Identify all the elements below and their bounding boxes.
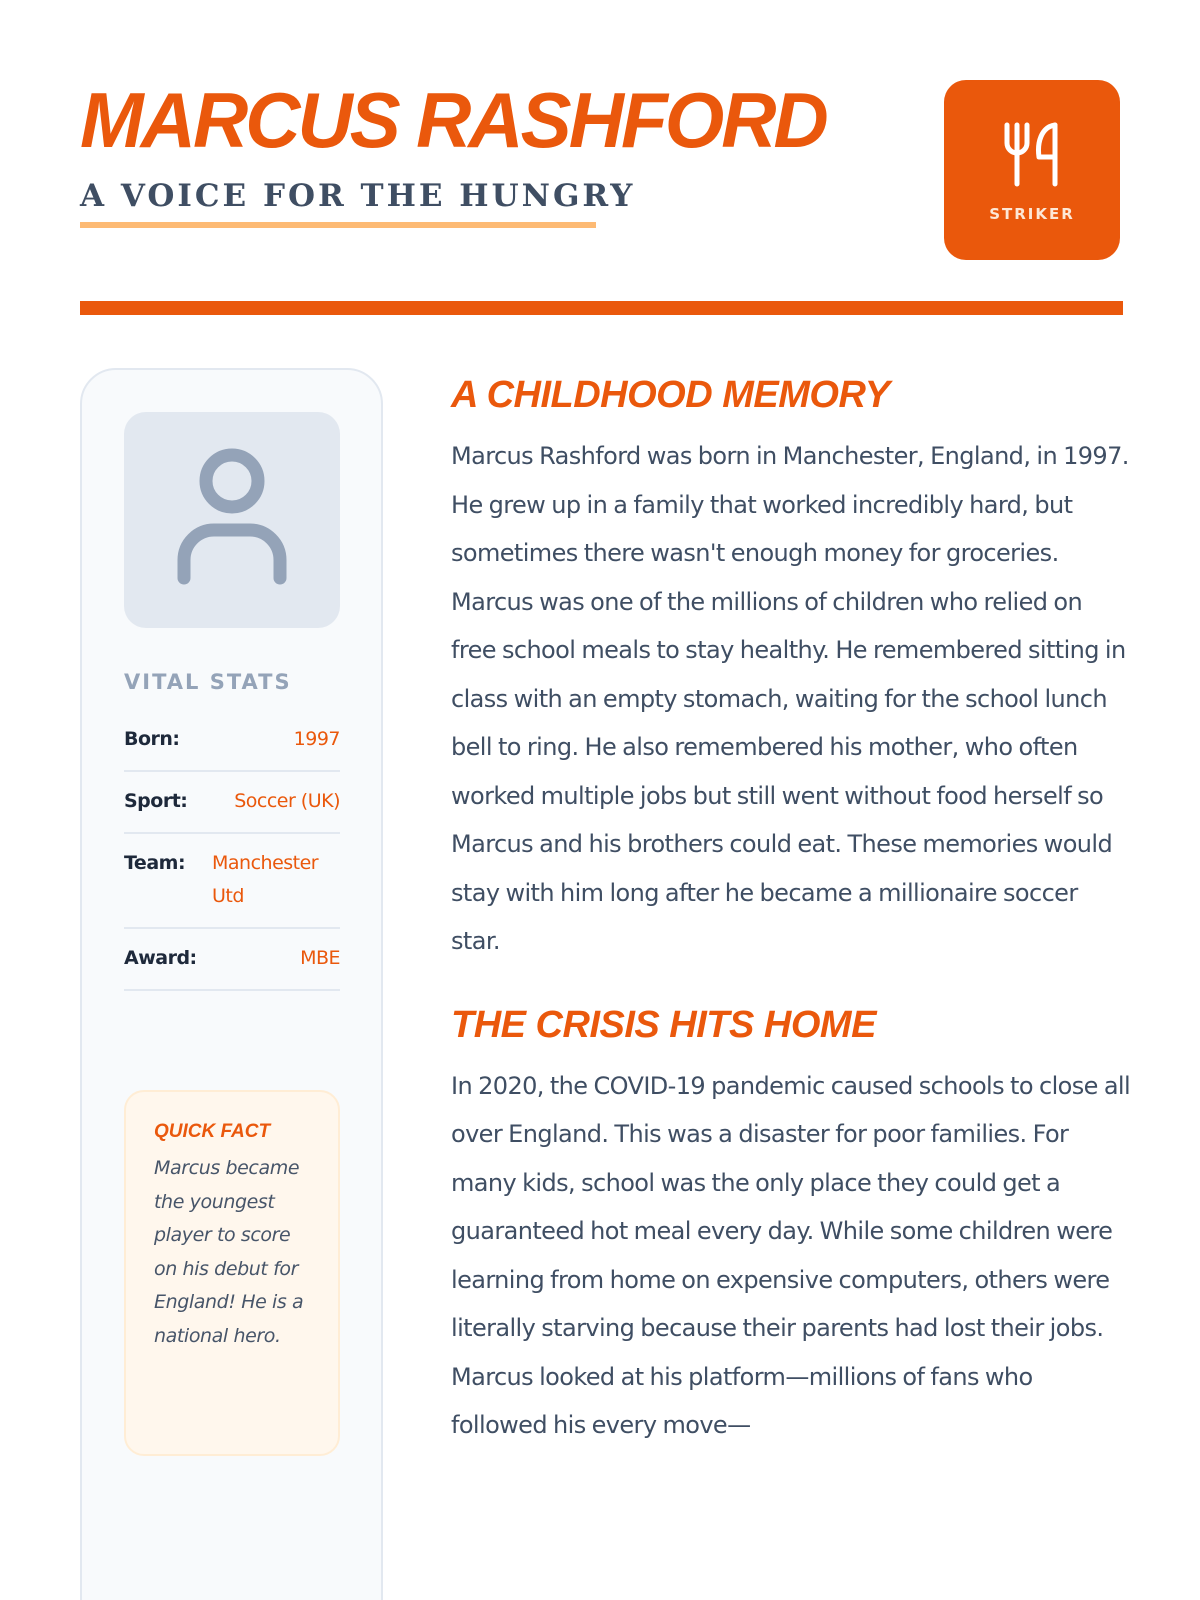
page-title: MARCUS RASHFORD bbox=[80, 76, 826, 164]
quick-fact-text: Marcus became the youngest player to score on his debut for England! He is a national hero. bbox=[154, 1157, 304, 1347]
stats-heading: VITAL STATS bbox=[124, 670, 292, 694]
section-body: In 2020, the COVID-19 pandemic caused schools to close all over England. This was a disaster for poor families. For many kids, school was the only place they could get a guaranteed hot meal every day. While some children were learning from home on expensive computers, others were literally starving because their parents had lost their jobs. Marcus looked at his platform—millions of fans who followed his every move— bbox=[451, 1071, 1131, 1439]
section-childhood-memory bbox=[451, 372, 1131, 966]
stat-row-award bbox=[124, 929, 340, 991]
section-body: Marcus Rashford was born in Manchester, England, in 1997. He grew up in a family that worked incredibly hard, but sometimes there wasn't enough money for groceries. Marcus was one of the millions of children who relied on free school meals to stay healthy. He remembered sitting in class with an empty stomach, waiting for the school lunch bell to ring. He also remembered his mother, who often worked multiple jobs but still went without food herself so Marcus and his brothers could eat. These memories would stay with him long after he became a millionaire soccer star. bbox=[451, 442, 1129, 955]
page-subtitle: A VOICE FOR THE HUNGRY bbox=[80, 178, 636, 214]
avatar bbox=[124, 412, 340, 628]
subtitle-underline bbox=[80, 222, 596, 228]
stat-value: 1997 bbox=[293, 728, 340, 750]
fork-knife-icon bbox=[1001, 117, 1063, 191]
stat-value: Manchester Utd bbox=[212, 852, 319, 907]
user-icon bbox=[177, 448, 287, 592]
sidebar-profile-card bbox=[80, 368, 383, 1600]
header-divider bbox=[80, 301, 1123, 315]
section-crisis-hits-home bbox=[451, 1002, 1131, 1450]
stat-label: Award: bbox=[124, 947, 197, 969]
quick-fact-box bbox=[124, 1090, 340, 1456]
badge-label: STRIKER bbox=[989, 205, 1075, 223]
stat-row-born bbox=[124, 710, 340, 772]
stat-label: Team: bbox=[124, 852, 186, 874]
stat-label: Born: bbox=[124, 728, 180, 750]
page-header bbox=[80, 76, 1120, 260]
stat-row-sport bbox=[124, 772, 340, 834]
stat-label: Sport: bbox=[124, 790, 188, 812]
section-title: A CHILDHOOD MEMORY bbox=[451, 374, 890, 416]
position-badge bbox=[944, 80, 1120, 260]
stats-list bbox=[124, 710, 340, 991]
stat-value: Soccer (UK) bbox=[234, 790, 340, 812]
main-content bbox=[451, 372, 1131, 1450]
quick-fact-title: QUICK FACT bbox=[154, 1121, 271, 1142]
stat-value: MBE bbox=[300, 947, 340, 969]
section-title: THE CRISIS HITS HOME bbox=[451, 1003, 876, 1046]
stat-row-team bbox=[124, 834, 340, 929]
